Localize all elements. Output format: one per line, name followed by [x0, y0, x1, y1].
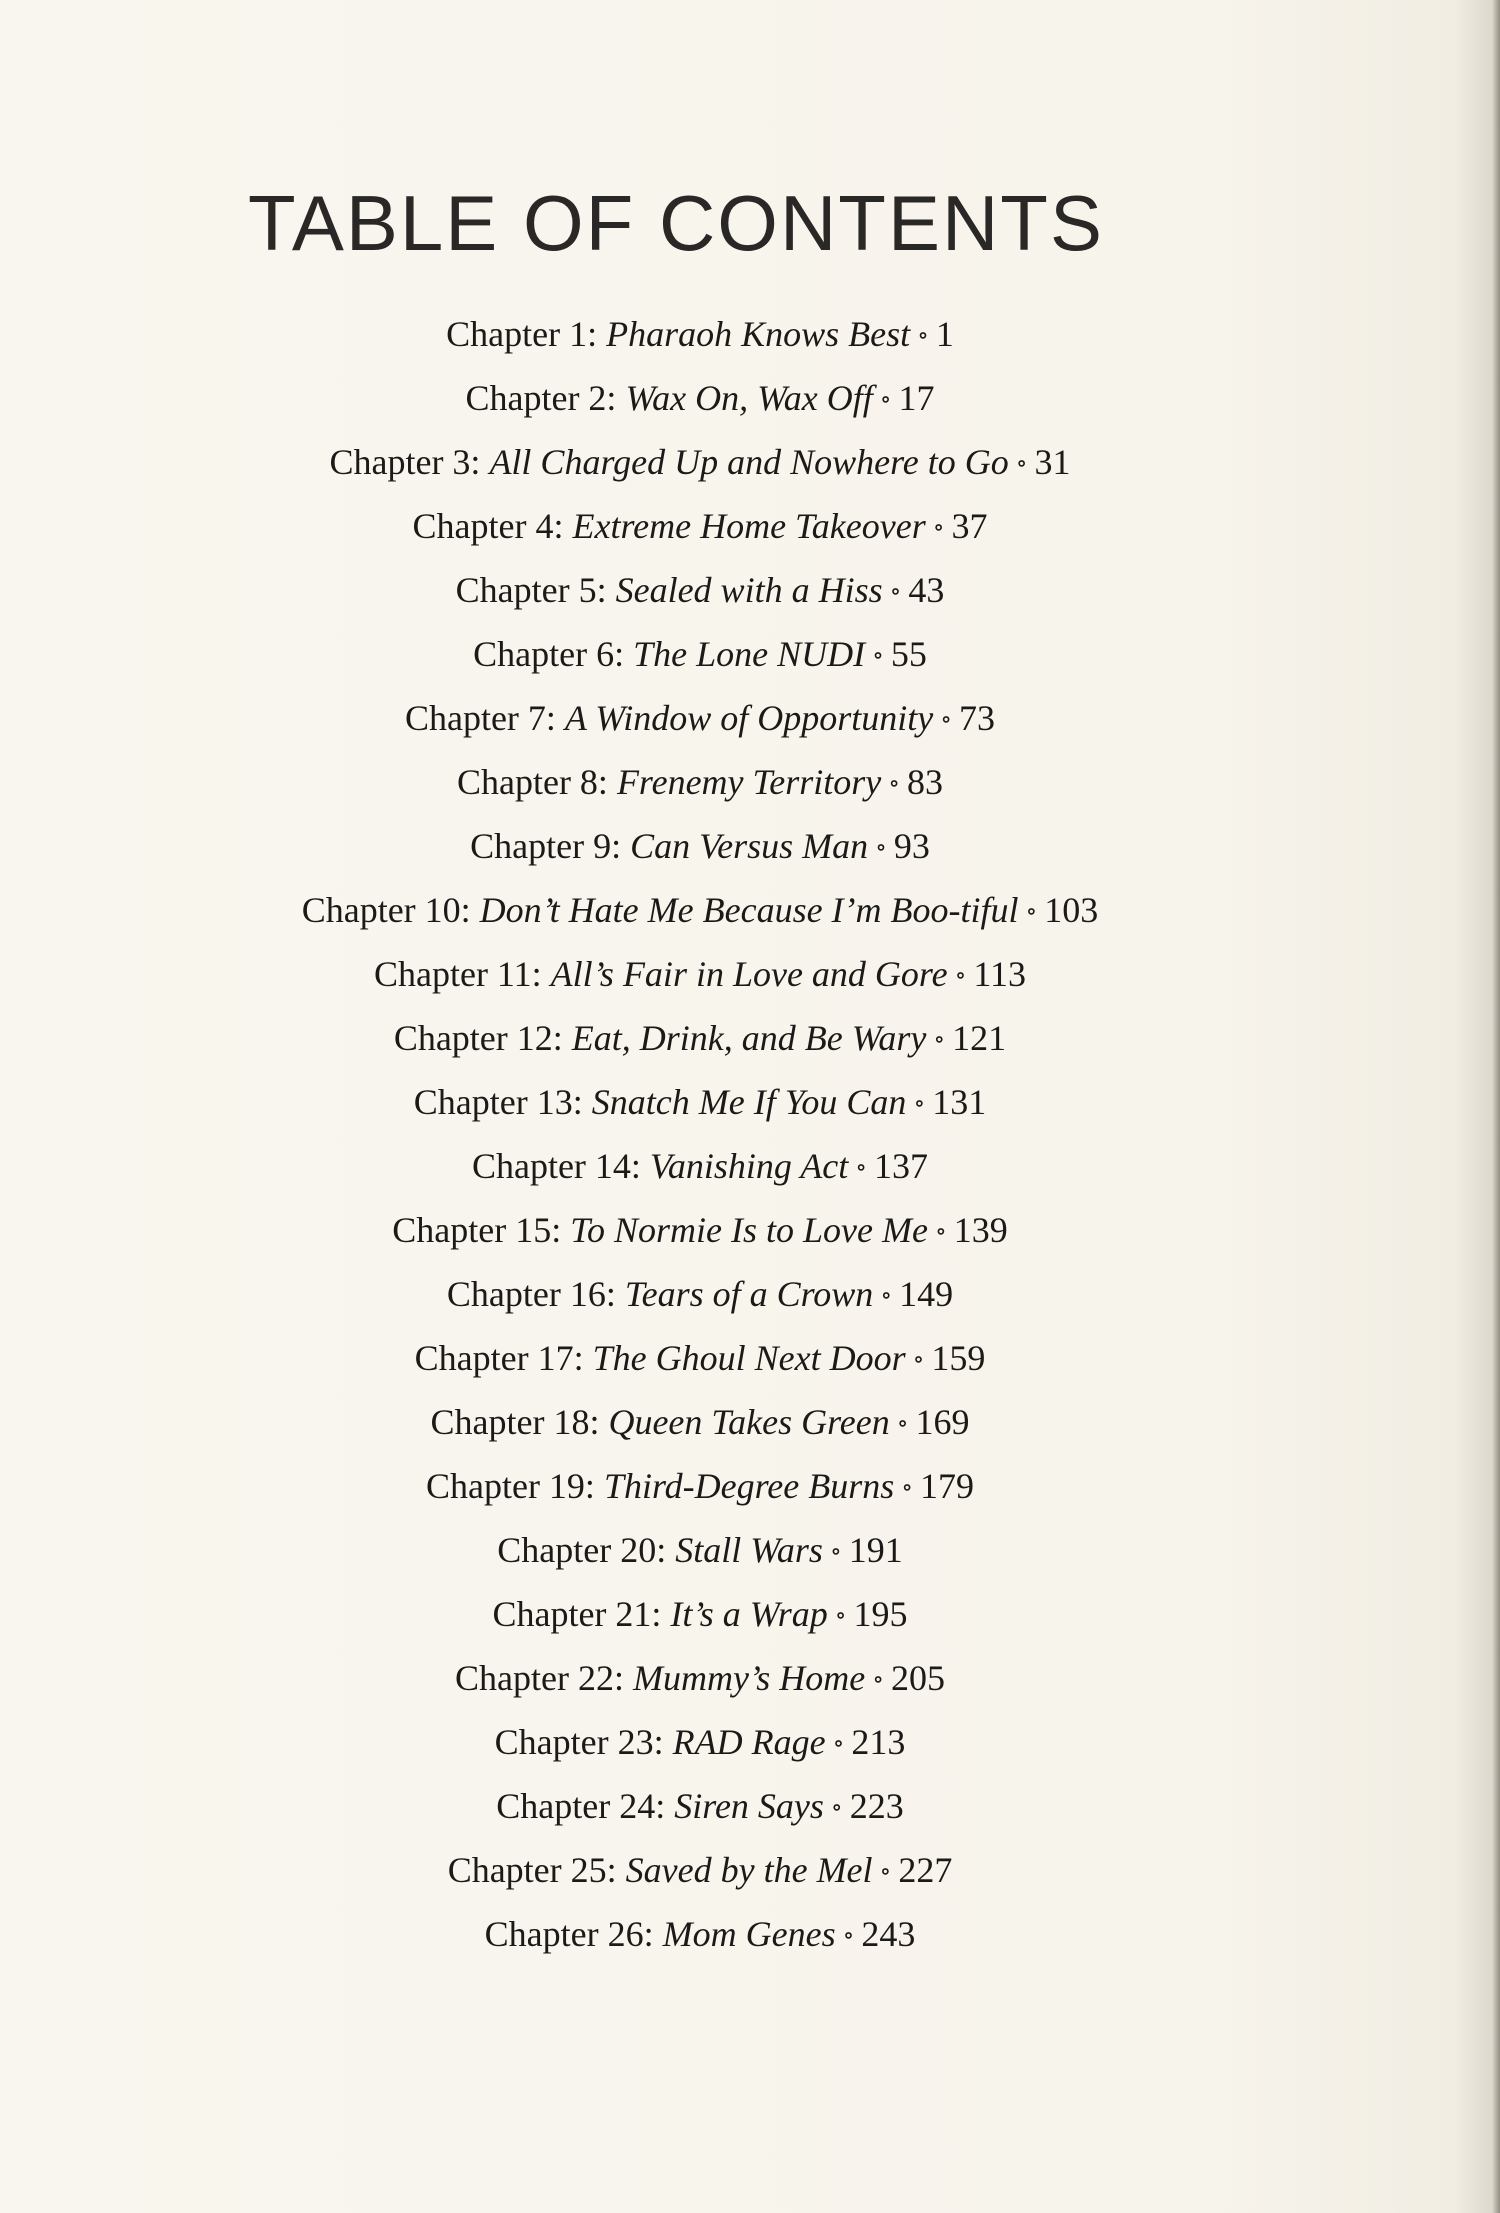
chapter-title: Vanishing Act	[649, 1146, 849, 1186]
chapter-title: Saved by the Mel	[625, 1850, 873, 1890]
page-number: 103	[1044, 890, 1099, 930]
chapter-title: All Charged Up and Nowhere to Go	[489, 442, 1009, 482]
chapter-title: Stall Wars	[675, 1530, 823, 1570]
chapter-label: Chapter 21:	[492, 1594, 662, 1634]
toc-entry	[0, 430, 1400, 494]
chapter-label: Chapter 23:	[494, 1722, 664, 1762]
chapter-label: Chapter 2:	[465, 378, 617, 418]
chapter-label: Chapter 14:	[471, 1146, 641, 1186]
toc-entry	[0, 750, 1400, 814]
chapter-title: The Ghoul Next Door	[592, 1338, 906, 1378]
chapter-label: Chapter 1:	[446, 314, 598, 354]
toc-entry	[0, 1838, 1400, 1902]
separator-glyph: ∘	[872, 643, 884, 669]
separator-glyph: ∘	[1015, 451, 1028, 477]
separator-glyph: ∘	[880, 1283, 893, 1309]
separator-glyph: ∘	[901, 1475, 914, 1501]
page-number: 73	[959, 698, 996, 738]
page-number: 227	[898, 1850, 953, 1890]
chapter-label: Chapter 25:	[447, 1850, 617, 1890]
separator-glyph: ∘	[889, 579, 902, 605]
chapter-label: Chapter 8:	[456, 762, 608, 802]
chapter-label: Chapter 5:	[455, 570, 607, 610]
separator-glyph: ∘	[879, 1859, 892, 1885]
page-number: 83	[907, 762, 944, 802]
separator-glyph: ∘	[934, 1219, 947, 1245]
separator-glyph: ∘	[834, 1603, 847, 1629]
page-edge-shadow	[1492, 0, 1500, 2213]
toc-entry	[0, 814, 1400, 878]
toc-list	[0, 302, 1400, 1966]
toc-entry	[0, 1774, 1400, 1838]
chapter-label: Chapter 11:	[373, 954, 542, 994]
page-number: 223	[849, 1786, 904, 1826]
separator-glyph: ∘	[855, 1155, 868, 1181]
page-number: 213	[851, 1722, 906, 1762]
chapter-title: RAD Rage	[672, 1722, 826, 1762]
toc-entry	[0, 878, 1400, 942]
toc-entry	[0, 1710, 1400, 1774]
page-number: 17	[898, 378, 935, 418]
separator-glyph: ∘	[896, 1411, 909, 1437]
chapter-title: Mummy’s Home	[632, 1658, 866, 1698]
page-number: 179	[920, 1466, 975, 1506]
separator-glyph: ∘	[913, 1091, 926, 1117]
chapter-title: Extreme Home Takeover	[572, 506, 926, 546]
toc-entry	[0, 1262, 1400, 1326]
separator-glyph: ∘	[1025, 899, 1038, 925]
chapter-label: Chapter 3:	[329, 442, 481, 482]
page-number: 31	[1034, 442, 1071, 482]
chapter-title: Snatch Me If You Can	[591, 1082, 907, 1122]
toc-entry	[0, 302, 1400, 366]
toc-entry	[0, 1390, 1400, 1454]
page-number: 137	[874, 1146, 929, 1186]
chapter-label: Chapter 10:	[301, 890, 471, 930]
chapter-title: The Lone NUDI	[633, 634, 866, 674]
toc-entry	[0, 942, 1400, 1006]
toc-entry	[0, 1198, 1400, 1262]
page-number: 113	[973, 954, 1027, 994]
toc-entry	[0, 1582, 1400, 1646]
page-number: 169	[915, 1402, 970, 1442]
chapter-title: Don’t Hate Me Because I’m Boo-tiful	[479, 890, 1019, 930]
separator-glyph: ∘	[933, 1027, 946, 1053]
chapter-label: Chapter 15:	[392, 1210, 562, 1250]
toc-entry	[0, 1646, 1400, 1710]
page-title: TABLE OF CONTENTS	[248, 179, 1104, 267]
chapter-label: Chapter 19:	[425, 1466, 595, 1506]
separator-glyph: ∘	[879, 387, 892, 413]
toc-entry	[0, 494, 1400, 558]
page-number: 131	[932, 1082, 987, 1122]
chapter-label: Chapter 20:	[497, 1530, 667, 1570]
separator-glyph: ∘	[872, 1667, 885, 1693]
page-number: 1	[935, 314, 954, 354]
chapter-title: Mom Genes	[662, 1914, 836, 1954]
page-number: 195	[853, 1594, 908, 1634]
separator-glyph: ∘	[830, 1795, 843, 1821]
toc-entry	[0, 1326, 1400, 1390]
separator-glyph: ∘	[829, 1539, 842, 1565]
separator-glyph: ∘	[888, 771, 901, 797]
chapter-title: To Normie Is to Love Me	[570, 1210, 928, 1250]
chapter-label: Chapter 24:	[496, 1786, 666, 1826]
toc-entry	[0, 1902, 1400, 1966]
chapter-label: Chapter 18:	[430, 1402, 600, 1442]
page-number: 37	[951, 506, 988, 546]
chapter-label: Chapter 9:	[470, 826, 622, 866]
page-number: 159	[931, 1338, 986, 1378]
separator-glyph: ∘	[875, 835, 887, 861]
chapter-label: Chapter 6:	[473, 634, 625, 674]
page-number: 55	[890, 634, 927, 674]
chapter-label: Chapter 7:	[404, 698, 556, 738]
chapter-title: Third-Degree Burns	[603, 1466, 895, 1506]
chapter-title: Queen Takes Green	[608, 1402, 890, 1442]
page-number: 205	[891, 1658, 946, 1698]
page-number: 93	[893, 826, 930, 866]
chapter-title: Can Versus Man	[630, 826, 869, 866]
separator-glyph: ∘	[932, 515, 945, 541]
separator-glyph: ∘	[842, 1923, 855, 1949]
toc-entry	[0, 1070, 1400, 1134]
chapter-title: Wax On, Wax Off	[625, 378, 873, 418]
separator-glyph: ∘	[832, 1731, 845, 1757]
toc-entry	[0, 622, 1400, 686]
chapter-title: Sealed with a Hiss	[615, 570, 883, 610]
chapter-title: Tears of a Crown	[624, 1274, 874, 1314]
page-number: 43	[908, 570, 945, 610]
chapter-title: A Window of Opportunity	[564, 698, 934, 738]
chapter-title: Eat, Drink, and Be Wary	[571, 1018, 927, 1058]
separator-glyph: ∘	[917, 323, 929, 349]
chapter-label: Chapter 13:	[413, 1082, 583, 1122]
chapter-label: Chapter 22:	[454, 1658, 624, 1698]
chapter-label: Chapter 12:	[393, 1018, 563, 1058]
chapter-title: Siren Says	[674, 1786, 824, 1826]
toc-entry	[0, 1006, 1400, 1070]
chapter-label: Chapter 16:	[446, 1274, 616, 1314]
page-number: 191	[848, 1530, 903, 1570]
chapter-label: Chapter 17:	[414, 1338, 584, 1378]
toc-entry	[0, 1134, 1400, 1198]
page-number: 149	[899, 1274, 954, 1314]
page-number: 243	[861, 1914, 916, 1954]
chapter-label: Chapter 4:	[412, 506, 564, 546]
separator-glyph: ∘	[940, 707, 953, 733]
page-number: 121	[952, 1018, 1007, 1058]
toc-entry	[0, 366, 1400, 430]
separator-glyph: ∘	[954, 963, 967, 989]
chapter-title: All’s Fair in Love and Gore	[550, 954, 948, 994]
separator-glyph: ∘	[912, 1347, 925, 1373]
toc-entry	[0, 1454, 1400, 1518]
chapter-title: It’s a Wrap	[670, 1594, 828, 1634]
chapter-label: Chapter 26:	[484, 1914, 654, 1954]
chapter-title: Frenemy Territory	[616, 762, 882, 802]
chapter-title: Pharaoh Knows Best	[606, 314, 911, 354]
toc-entry	[0, 686, 1400, 750]
toc-entry	[0, 1518, 1400, 1582]
toc-entry	[0, 558, 1400, 622]
page-number: 139	[953, 1210, 1008, 1250]
